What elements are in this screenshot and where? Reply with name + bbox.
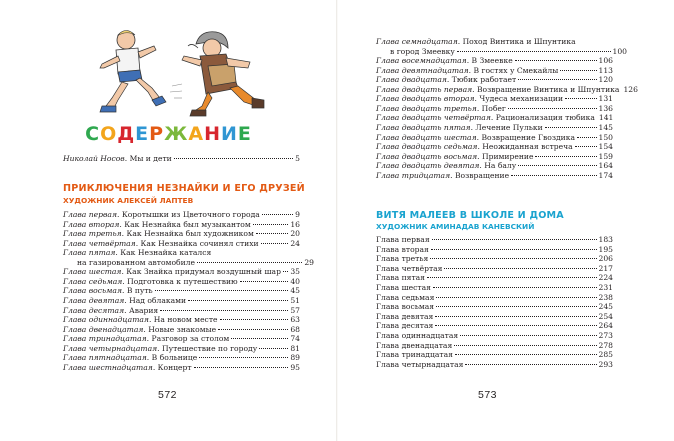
leader-dots xyxy=(430,257,596,259)
chapter-number: Глава вторая. xyxy=(63,219,122,229)
leader-dots xyxy=(259,347,288,349)
chapter-page: 195 xyxy=(598,244,613,254)
chapter-title: Глава пятая xyxy=(376,273,425,283)
chapter-title: Авария xyxy=(128,305,159,315)
leader-dots xyxy=(435,315,596,317)
chapter-page: 63 xyxy=(290,315,300,325)
chapter-number: Глава тридцатая. xyxy=(376,170,453,180)
leader-dots xyxy=(565,97,596,99)
chapter-number: Глава двадцать восьмая. xyxy=(376,151,480,161)
leader-dots xyxy=(436,305,596,307)
chapter-number: Глава тринадцатая. xyxy=(63,334,150,344)
chapter-title: Побег xyxy=(481,103,506,113)
page-number-right: 573 xyxy=(478,389,498,401)
leader-dots xyxy=(262,213,293,215)
leader-dots xyxy=(454,344,596,346)
intro-title: Мы и дети xyxy=(129,154,172,163)
chapter-title: Как Знайка придумал воздушный шар xyxy=(126,267,281,277)
heading-letter: А xyxy=(188,123,205,145)
chapter-title: Новые знакомые xyxy=(148,324,217,334)
heading-letter: Е xyxy=(135,123,150,145)
leader-dots xyxy=(431,248,597,250)
chapter-number: Глава пятнадцатая. xyxy=(63,353,150,363)
leader-dots xyxy=(444,267,596,269)
chapter-page: 74 xyxy=(290,334,300,344)
chapter-number: Глава двадцать шестая. xyxy=(376,132,480,142)
section1-artist: ХУДОЖНИК АЛЕКСЕЙ ЛАПТЕВ xyxy=(63,196,194,205)
chapter-page: 100 xyxy=(612,46,627,56)
leader-dots xyxy=(577,136,596,138)
leader-dots xyxy=(435,324,596,326)
chapter-number: Глава шестая. xyxy=(63,267,124,277)
heading-letter: Р xyxy=(149,123,165,145)
chapter-page: 238 xyxy=(598,292,613,302)
chapter-page: 245 xyxy=(598,302,613,312)
chapter-title: Примирение xyxy=(481,151,534,161)
chapter-title: В путь xyxy=(126,286,153,296)
chapter-number: Глава восемнадцатая. xyxy=(376,56,470,66)
chapter-number: Глава двадцать седьмая. xyxy=(376,142,480,152)
chapter-page: 16 xyxy=(290,219,300,229)
chapter-page: 57 xyxy=(290,305,300,315)
leader-dots xyxy=(199,356,288,358)
chapter-title: Возвращение Гвоздика xyxy=(481,132,576,142)
chapter-page: 293 xyxy=(598,359,613,369)
leader-dots xyxy=(188,299,288,301)
chapter-page: 51 xyxy=(290,295,300,305)
chapter-number: Глава двадцать четвёртая. xyxy=(376,113,494,123)
leader-dots xyxy=(436,296,596,298)
chapter-title: Чудеса механизации xyxy=(479,94,564,104)
chapter-number: Глава девятнадцатая. xyxy=(376,65,472,75)
chapter-page: 231 xyxy=(598,283,613,292)
chapter-title: Поход Винтика и Шпунтика xyxy=(462,37,576,46)
toc-entry[interactable] xyxy=(63,362,300,373)
chapter-title: Возвращение xyxy=(454,170,510,180)
leader-dots xyxy=(427,276,597,278)
chapter-number: Глава двадцать третья. xyxy=(376,103,480,113)
chapter-title: В гостях у Смекайлы xyxy=(473,65,559,75)
heading-letter: С xyxy=(85,123,101,145)
chapter-number: Глава двадцать пятая. xyxy=(376,122,473,132)
leader-dots xyxy=(194,366,289,368)
heading-letter: И xyxy=(220,123,238,145)
chapter-number: Глава десятая. xyxy=(63,305,127,315)
chapter-title: в город Змеевку xyxy=(390,46,455,56)
chapter-page: 89 xyxy=(290,353,300,363)
heading-letter: Ж xyxy=(164,123,189,145)
chapter-page: 154 xyxy=(598,142,613,152)
chapter-number: Глава восьмая. xyxy=(63,286,125,296)
chapter-page: 206 xyxy=(598,254,613,264)
chapter-number: Глава двадцать девятая. xyxy=(376,161,482,171)
chapter-page: 95 xyxy=(290,362,300,372)
chapter-page: 141 xyxy=(598,113,614,123)
chapter-number: Глава седьмая. xyxy=(63,276,125,286)
chapter-number: Глава четвёртая. xyxy=(63,238,139,248)
chapter-title: Неожиданная встреча xyxy=(482,142,573,152)
chapter-number: Глава третья. xyxy=(63,229,125,239)
chapter-title: Глава третья xyxy=(376,254,429,264)
chapter-page: 68 xyxy=(290,324,300,334)
chapter-title: Как Незнайка катался xyxy=(120,248,212,258)
chapter-page: 131 xyxy=(598,94,613,104)
chapter-title: Рационализация тюбика xyxy=(495,113,595,123)
chapter-page: 273 xyxy=(598,331,613,340)
chapter-page: 113 xyxy=(598,65,613,75)
chapter-page: 183 xyxy=(598,235,613,244)
chapter-number: Глава двадцать вторая. xyxy=(376,94,477,104)
chapter-title: Глава четвёртая xyxy=(376,263,443,273)
chapter-title: Лечение Пульки xyxy=(475,122,543,132)
chapter-title: Как Незнайка был художником xyxy=(126,229,254,239)
leader-dots xyxy=(518,78,596,80)
chapter-page: 9 xyxy=(295,210,300,219)
leader-dots xyxy=(240,280,289,282)
chapter-page: 126 xyxy=(623,84,638,94)
chapter-number: Глава девятая. xyxy=(63,295,127,305)
chapter-page: 150 xyxy=(598,132,613,142)
chapter-title: Глава седьмая xyxy=(376,292,435,302)
chapter-title: Коротышки из Цветочного города xyxy=(121,210,260,219)
chapter-number: Глава двенадцатая. xyxy=(63,324,146,334)
leader-dots xyxy=(174,157,293,159)
leader-dots xyxy=(253,223,289,225)
chapter-title: Тюбик работает xyxy=(451,75,517,85)
chapter-page: 20 xyxy=(290,229,300,239)
chapter-number: Глава одиннадцатая. xyxy=(63,315,152,325)
chapter-title: На новом месте xyxy=(153,315,218,325)
chapter-number: Глава четырнадцатая. xyxy=(63,343,160,353)
chapter-title: В больнице xyxy=(151,353,198,363)
chapter-title: Как Незнайка сочинял стихи xyxy=(140,238,259,248)
leader-dots xyxy=(511,174,596,176)
chapter-title: Путешествие по городу xyxy=(161,343,258,353)
leader-dots xyxy=(535,155,596,157)
leader-dots xyxy=(545,126,597,128)
toc-entry[interactable] xyxy=(376,170,613,181)
right-page xyxy=(337,0,674,441)
chapter-title: Глава первая xyxy=(376,235,430,244)
chapter-page: 174 xyxy=(598,170,613,180)
chapter-title: В Змеевке xyxy=(471,56,513,66)
chapter-title: Концерт xyxy=(157,362,192,372)
chapter-title: На балу xyxy=(484,161,517,171)
running-children-illustration xyxy=(88,26,278,121)
chapter-page: 40 xyxy=(290,276,300,286)
heading-letter: О xyxy=(100,123,118,145)
chapter-page: 217 xyxy=(598,263,613,273)
chapter-title: Глава восьмая xyxy=(376,302,435,312)
leader-dots xyxy=(465,363,596,365)
chapter-page: 254 xyxy=(598,311,613,321)
chapter-title: Как Незнайка был музыкантом xyxy=(124,219,251,229)
chapter-number: Глава пятая. xyxy=(63,248,118,258)
leader-dots xyxy=(518,164,596,166)
chapter-number: Глава семнадцатая. xyxy=(376,37,461,46)
chapter-title: Подготовка к путешествию xyxy=(127,276,238,286)
chapter-title: Глава четырнадцатая xyxy=(376,359,464,369)
leader-dots xyxy=(460,334,596,336)
leader-dots xyxy=(283,270,288,272)
chapter-title: Возвращение Винтика и Шпунтика xyxy=(476,84,620,94)
chapter-title: Глава двенадцатая xyxy=(376,340,453,350)
running-boy-figure xyxy=(100,31,166,113)
chapter-page: 24 xyxy=(290,238,300,248)
leader-dots xyxy=(218,328,288,330)
chapter-number: Глава двадцатая. xyxy=(376,75,450,85)
motion-lines xyxy=(170,84,182,98)
chapter-page: 81 xyxy=(290,343,300,353)
chapter-page: 159 xyxy=(598,151,613,161)
chapter-number: Глава шестнадцатая. xyxy=(63,362,156,372)
heading-letter: Н xyxy=(204,123,221,145)
leader-dots xyxy=(256,232,288,234)
leader-dots xyxy=(455,353,597,355)
leader-dots xyxy=(197,261,302,263)
chapter-page: 224 xyxy=(598,273,613,283)
intro-entry[interactable] xyxy=(63,153,300,164)
chapter-title: Разговор за столом xyxy=(151,334,230,344)
chapter-title: Глава одиннадцатая xyxy=(376,331,459,340)
chapter-page: 106 xyxy=(598,56,613,66)
chapter-title: Глава девятая xyxy=(376,311,434,321)
chapter-page: 35 xyxy=(290,267,300,277)
leader-dots xyxy=(508,107,597,109)
chapter-page: 136 xyxy=(598,103,613,113)
chapter-page: 164 xyxy=(598,161,613,171)
chapter-page: 120 xyxy=(598,75,613,85)
toc-entry[interactable] xyxy=(376,359,613,370)
section2-title: ВИТЯ МАЛЕЕВ В ШКОЛЕ И ДОМА xyxy=(376,210,564,221)
intro-page: 5 xyxy=(295,154,300,163)
heading-letter: Е xyxy=(237,123,252,145)
section2-artist: ХУДОЖНИК АМИНАДАВ КАНЕВСКИЙ xyxy=(376,222,535,231)
chapter-title: Глава десятая xyxy=(376,321,434,331)
chapter-title: Глава тринадцатая xyxy=(376,350,453,360)
chapter-page: 278 xyxy=(598,340,613,350)
heading-letter: Д xyxy=(117,123,136,145)
leader-dots xyxy=(457,50,611,52)
chapter-title: Глава вторая xyxy=(376,244,429,254)
chapter-page: 29 xyxy=(304,257,314,267)
leader-dots xyxy=(261,242,289,244)
page-number-left: 572 xyxy=(158,389,178,401)
chapter-page: 45 xyxy=(290,286,300,296)
intro-author: Николай Носов. xyxy=(63,154,128,163)
chapter-title: на газированном автомобиле xyxy=(77,257,195,267)
contents-heading xyxy=(0,123,337,145)
leader-dots xyxy=(433,286,597,288)
chapter-number: Глава двадцать первая. xyxy=(376,84,475,94)
chapter-page: 145 xyxy=(598,122,613,132)
chapter-number: Глава первая. xyxy=(63,210,120,219)
leader-dots xyxy=(160,309,288,311)
running-old-woman-figure xyxy=(182,32,264,116)
chapter-title: Глава шестая xyxy=(376,283,431,292)
chapter-page: 285 xyxy=(598,350,613,360)
chapter-page: 264 xyxy=(598,321,613,331)
leader-dots xyxy=(575,145,597,147)
leader-dots xyxy=(515,59,597,61)
leader-dots xyxy=(155,289,289,291)
section1-title: ПРИКЛЮЧЕНИЯ НЕЗНАЙКИ И ЕГО ДРУЗЕЙ xyxy=(63,183,305,194)
leader-dots xyxy=(220,318,289,320)
chapter-title: Над облаками xyxy=(129,295,187,305)
leader-dots xyxy=(231,337,288,339)
leader-dots xyxy=(432,238,597,240)
leader-dots xyxy=(560,69,596,71)
